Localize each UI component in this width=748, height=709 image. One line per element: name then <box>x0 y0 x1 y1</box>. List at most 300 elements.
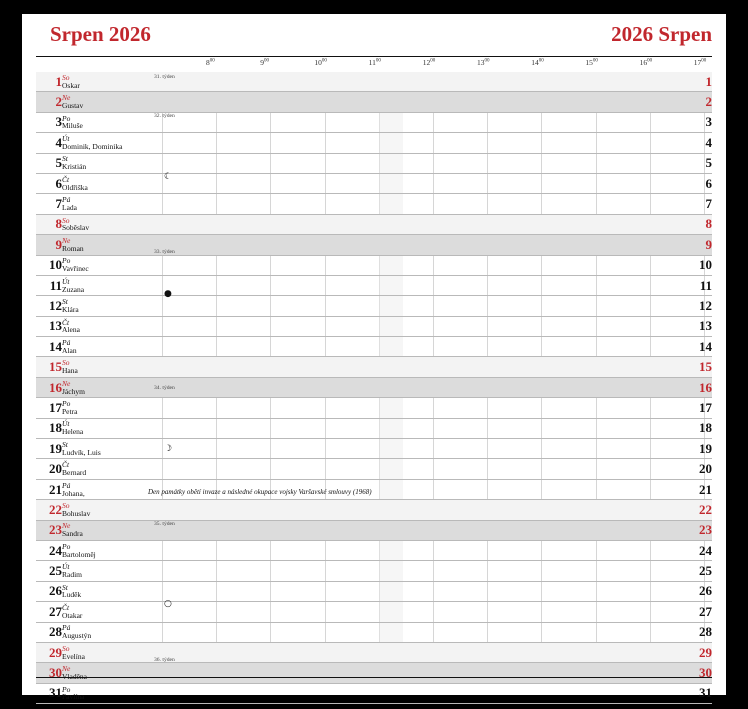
hour-label-minutes: 00 <box>592 58 598 64</box>
day-number: 6 <box>55 175 62 191</box>
day-number-right-cell <box>678 561 712 581</box>
appointment-area[interactable] <box>148 500 678 520</box>
day-number: 4 <box>55 134 62 150</box>
appointment-area[interactable] <box>148 459 678 479</box>
day-name-cell <box>62 92 148 112</box>
day-number: 15 <box>49 359 62 375</box>
day-number-cell <box>36 663 62 683</box>
weekday-abbrev: Ne <box>62 378 71 388</box>
day-number-cell <box>36 72 62 92</box>
day-number-right: 8 <box>705 216 712 232</box>
day-name-cell <box>62 398 148 418</box>
day-number-right-cell <box>678 459 712 479</box>
day-name-cell <box>62 622 148 642</box>
day-name-cell <box>62 275 148 295</box>
day-name-cell <box>62 316 148 336</box>
hour-label-minutes: 00 <box>647 58 653 64</box>
weekday-abbrev: Ne <box>62 93 71 103</box>
day-number-right-cell <box>678 337 712 357</box>
name-day: Alena <box>62 325 80 335</box>
table-row[interactable] <box>36 153 712 173</box>
table-row[interactable] <box>36 72 712 92</box>
day-name-cell <box>62 296 148 316</box>
day-number-right-cell <box>678 581 712 601</box>
weekday-abbrev: Po <box>62 684 71 694</box>
day-number-right: 15 <box>699 359 712 375</box>
weekday-abbrev: Ne <box>62 521 71 531</box>
day-number: 29 <box>49 644 62 660</box>
appointment-area[interactable] <box>148 357 678 377</box>
day-number-right-cell <box>678 683 712 703</box>
table-row[interactable] <box>36 173 712 193</box>
day-number-right-cell <box>678 316 712 336</box>
hour-label-minutes: 00 <box>375 58 381 64</box>
table-row[interactable] <box>36 235 712 255</box>
page-title-left: Srpen 2026 <box>50 22 151 46</box>
day-number-right: 16 <box>699 379 712 395</box>
table-row[interactable] <box>36 683 712 703</box>
day-number: 9 <box>55 236 62 252</box>
week-number-label: 31. týden <box>154 74 175 80</box>
name-day: Roman <box>62 243 84 253</box>
day-number-right-cell <box>678 398 712 418</box>
appointment-area[interactable] <box>148 439 678 459</box>
day-number-right: 6 <box>705 175 712 191</box>
appointment-area[interactable] <box>148 683 678 703</box>
day-number-right: 21 <box>699 481 712 497</box>
weekday-abbrev: Ne <box>62 664 71 674</box>
day-number-cell <box>36 173 62 193</box>
diary-page <box>22 14 726 702</box>
day-name-cell <box>62 153 148 173</box>
name-day: Lada <box>62 203 77 213</box>
appointment-area[interactable] <box>148 133 678 153</box>
weekday-abbrev: Pá <box>62 337 71 347</box>
moon-phase-icon: ● <box>164 288 172 299</box>
day-number: 28 <box>49 624 62 640</box>
name-day: Dominik, Dominika <box>62 141 123 151</box>
day-number-cell <box>36 377 62 397</box>
name-day: Hana <box>62 366 78 376</box>
hour-label-text: 12 <box>422 58 431 67</box>
weekday-abbrev: Po <box>62 113 71 123</box>
day-name-cell <box>62 439 148 459</box>
header-divider <box>36 56 712 57</box>
day-number: 27 <box>49 603 62 619</box>
day-number-right-cell <box>678 357 712 377</box>
appointment-area[interactable] <box>148 581 678 601</box>
hour-label-minutes: 00 <box>484 58 490 64</box>
day-number-cell <box>36 235 62 255</box>
weekday-abbrev: Pá <box>62 480 71 490</box>
page-header <box>22 14 726 58</box>
weekday-abbrev: So <box>62 215 70 225</box>
day-number-right: 30 <box>699 665 712 681</box>
hour-label-minutes: 00 <box>538 58 544 64</box>
name-day: Sandra <box>62 529 83 539</box>
day-number-right: 24 <box>699 542 712 558</box>
table-row[interactable] <box>36 92 712 112</box>
appointment-area[interactable] <box>148 92 678 112</box>
day-number-cell <box>36 439 62 459</box>
appointment-area[interactable] <box>148 316 678 336</box>
table-row[interactable] <box>36 642 712 662</box>
day-name-cell <box>62 133 148 153</box>
name-day: Vavřinec <box>62 264 89 274</box>
day-number-cell <box>36 255 62 275</box>
appointment-area[interactable] <box>148 520 678 540</box>
day-number-cell <box>36 622 62 642</box>
day-number: 12 <box>49 297 62 313</box>
day-number-cell <box>36 214 62 234</box>
appointment-area[interactable] <box>148 377 678 397</box>
day-number-right-cell <box>678 173 712 193</box>
day-number: 10 <box>49 257 62 273</box>
weekday-abbrev: St <box>62 297 68 307</box>
appointment-area[interactable] <box>148 663 678 683</box>
day-name-cell <box>62 377 148 397</box>
day-name-cell <box>62 500 148 520</box>
table-row[interactable] <box>36 459 712 479</box>
table-row[interactable] <box>36 255 712 275</box>
weekday-abbrev: St <box>62 439 68 449</box>
day-name-cell <box>62 337 148 357</box>
appointment-area[interactable] <box>148 296 678 316</box>
day-number-right-cell <box>678 602 712 622</box>
day-number: 14 <box>49 338 62 354</box>
appointment-area[interactable] <box>148 398 678 418</box>
hour-label-minutes: 00 <box>321 58 327 64</box>
table-row[interactable] <box>36 663 712 683</box>
table-row[interactable] <box>36 112 712 132</box>
table-row[interactable] <box>36 520 712 540</box>
weekday-abbrev: Út <box>62 419 70 429</box>
weekday-abbrev: Ne <box>62 235 71 245</box>
day-number: 22 <box>49 501 62 517</box>
day-number-cell <box>36 92 62 112</box>
day-number: 1 <box>55 73 62 89</box>
appointment-area[interactable] <box>148 153 678 173</box>
day-number-right: 31 <box>699 685 712 701</box>
hour-label-text: 14 <box>531 58 539 67</box>
day-number-right: 9 <box>705 236 712 252</box>
hour-label-10 <box>314 58 327 67</box>
table-row[interactable] <box>36 337 712 357</box>
day-number-cell <box>36 133 62 153</box>
name-day: Otakar <box>62 610 83 620</box>
page-title-right: 2026 Srpen <box>611 22 712 46</box>
day-number-right-cell <box>678 133 712 153</box>
weekday-abbrev: Po <box>62 256 71 266</box>
day-number: 13 <box>49 318 62 334</box>
name-day: Jáchym <box>62 386 85 396</box>
table-row[interactable] <box>36 500 712 520</box>
weekday-abbrev: Út <box>62 562 70 572</box>
day-number-right: 22 <box>699 501 712 517</box>
day-number-right: 19 <box>699 440 712 456</box>
weekday-abbrev: Pá <box>62 195 71 205</box>
appointment-area[interactable] <box>148 173 678 193</box>
day-number-right: 10 <box>699 257 712 273</box>
week-number-label: 35. týden <box>154 520 175 527</box>
day-number-right-cell <box>678 377 712 397</box>
hour-label-11 <box>369 58 381 67</box>
name-day: Oskar <box>62 80 80 90</box>
day-number-cell <box>36 153 62 173</box>
name-day: Bernard <box>62 468 87 478</box>
name-day: Gustav <box>62 101 84 111</box>
day-number-cell <box>36 418 62 438</box>
hour-label-9 <box>260 58 269 67</box>
table-row[interactable] <box>36 398 712 418</box>
day-number-right-cell <box>678 418 712 438</box>
weekday-abbrev: Po <box>62 541 71 551</box>
name-day: Johana, <box>62 488 85 498</box>
day-name-cell <box>62 173 148 193</box>
day-number-cell <box>36 561 62 581</box>
day-name-cell <box>62 520 148 540</box>
day-number-right-cell <box>678 663 712 683</box>
weekday-abbrev: Út <box>62 133 70 143</box>
table-row[interactable] <box>36 377 712 397</box>
appointment-area[interactable] <box>148 275 678 295</box>
day-number-cell <box>36 540 62 560</box>
hour-label-minutes: 00 <box>430 58 436 64</box>
day-number-right-cell <box>678 112 712 132</box>
hour-label-text: 17 <box>693 58 702 67</box>
appointment-area[interactable] <box>148 72 678 92</box>
day-number-right-cell <box>678 153 712 173</box>
hour-label-text: 8 <box>206 58 210 67</box>
day-name-cell <box>62 642 148 662</box>
appointment-area[interactable] <box>148 337 678 357</box>
hour-label-minutes: 00 <box>701 58 707 64</box>
day-number-right-cell <box>678 214 712 234</box>
day-number-right: 12 <box>699 297 712 313</box>
name-day: Helena <box>62 427 84 437</box>
day-number: 11 <box>49 277 62 293</box>
appointment-area[interactable] <box>148 112 678 132</box>
day-number-right: 28 <box>699 624 712 640</box>
hour-label-text: 11 <box>368 58 376 67</box>
hour-label-12 <box>423 58 436 67</box>
moon-phase-icon: ○ <box>164 599 172 610</box>
weekday-abbrev: Út <box>62 276 70 286</box>
day-number-cell <box>36 683 62 703</box>
day-number-right: 5 <box>705 155 712 171</box>
hour-label-16 <box>640 58 653 67</box>
weekday-abbrev: Čt <box>62 174 70 184</box>
name-day: Petra <box>62 406 78 416</box>
day-number-right-cell <box>678 540 712 560</box>
day-name-cell <box>62 112 148 132</box>
name-day: Zuzana <box>62 284 85 294</box>
name-day: Ludvík, Luis <box>62 447 101 457</box>
day-number-right: 2 <box>705 94 712 110</box>
day-name-cell <box>62 194 148 214</box>
weekday-abbrev: St <box>62 154 68 164</box>
day-number-cell <box>36 194 62 214</box>
hour-label-13 <box>477 58 490 67</box>
name-day: Bohuslav <box>62 508 91 518</box>
day-name-cell <box>62 663 148 683</box>
day-number-cell <box>36 112 62 132</box>
day-number-cell <box>36 296 62 316</box>
day-number-right-cell <box>678 500 712 520</box>
hour-label-text: 15 <box>585 58 593 67</box>
weekday-abbrev: So <box>62 501 70 511</box>
week-number-label: 32. týden <box>154 112 175 119</box>
name-day: Miluše <box>62 121 83 131</box>
table-row[interactable] <box>36 561 712 581</box>
name-day: Radim <box>62 570 82 580</box>
day-number-cell <box>36 581 62 601</box>
appointment-area[interactable] <box>148 540 678 560</box>
day-number: 3 <box>55 114 62 130</box>
day-number-cell <box>36 337 62 357</box>
hour-label-8 <box>206 58 215 67</box>
weekday-abbrev: Čt <box>62 317 70 327</box>
name-day: Luděk <box>62 590 82 600</box>
appointment-area[interactable] <box>148 255 678 275</box>
day-number-right: 1 <box>705 73 712 89</box>
day-number-right-cell <box>678 520 712 540</box>
day-number-cell <box>36 316 62 336</box>
day-number-cell <box>36 479 62 499</box>
day-number-cell <box>36 500 62 520</box>
table-row[interactable] <box>36 439 712 459</box>
day-name-cell <box>62 561 148 581</box>
day-number-right-cell <box>678 296 712 316</box>
table-row[interactable] <box>36 357 712 377</box>
table-row[interactable] <box>36 418 712 438</box>
day-number-right-cell <box>678 255 712 275</box>
day-number-right-cell <box>678 235 712 255</box>
table-row[interactable] <box>36 622 712 642</box>
day-name-cell <box>62 72 148 92</box>
table-row[interactable] <box>36 275 712 295</box>
name-day: Oldřiška <box>62 182 88 192</box>
weekday-abbrev: Pá <box>62 623 71 633</box>
appointment-area[interactable] <box>148 214 678 234</box>
day-number: 25 <box>49 563 62 579</box>
appointment-area[interactable] <box>148 235 678 255</box>
day-number: 17 <box>49 399 62 415</box>
day-number-right-cell <box>678 72 712 92</box>
day-number-right: 14 <box>699 338 712 354</box>
weekday-abbrev: St <box>62 582 68 592</box>
table-row[interactable] <box>36 316 712 336</box>
appointment-area[interactable] <box>148 418 678 438</box>
day-number: 5 <box>55 155 62 171</box>
hour-label-17 <box>694 58 707 67</box>
day-number: 23 <box>49 522 62 538</box>
day-name-cell <box>62 479 148 499</box>
day-number-cell <box>36 357 62 377</box>
day-number-cell <box>36 520 62 540</box>
week-number-label: 33. týden <box>154 248 175 255</box>
day-number: 2 <box>55 94 62 110</box>
appointment-area[interactable] <box>148 561 678 581</box>
day-number-right: 25 <box>699 563 712 579</box>
hour-label-text: 10 <box>314 58 322 67</box>
day-name-cell <box>62 581 148 601</box>
holiday-note: Den památky obětí invaze a následné okupace vojsky Varšavské smlouvy (1968) <box>148 488 372 497</box>
table-row[interactable] <box>36 214 712 234</box>
appointment-area[interactable] <box>148 194 678 214</box>
table-row[interactable] <box>36 540 712 560</box>
day-number-right: 13 <box>699 318 712 334</box>
day-number-right: 23 <box>699 522 712 538</box>
name-day: Bartoloměj <box>62 549 96 559</box>
day-number-cell <box>36 275 62 295</box>
day-number: 31 <box>49 685 62 701</box>
day-number: 24 <box>49 542 62 558</box>
day-name-cell <box>62 235 148 255</box>
day-number-cell <box>36 459 62 479</box>
hour-label-text: 13 <box>477 58 485 67</box>
footer-divider <box>36 677 712 678</box>
hour-label-minutes: 00 <box>209 58 215 64</box>
day-number-right: 4 <box>705 134 712 150</box>
table-row[interactable] <box>36 602 712 622</box>
hour-label-15 <box>585 58 598 67</box>
appointment-area[interactable] <box>148 602 678 622</box>
day-number: 26 <box>49 583 62 599</box>
day-name-cell <box>62 357 148 377</box>
day-number-right-cell <box>678 622 712 642</box>
day-number-right-cell <box>678 92 712 112</box>
table-row[interactable] <box>36 296 712 316</box>
day-number-right-cell <box>678 479 712 499</box>
table-row[interactable] <box>36 133 712 153</box>
table-row[interactable] <box>36 194 712 214</box>
name-day: Klára <box>62 304 79 314</box>
appointment-area[interactable] <box>148 622 678 642</box>
day-name-cell <box>62 418 148 438</box>
appointment-area[interactable] <box>148 479 678 499</box>
day-number: 21 <box>49 481 62 497</box>
moon-phase-icon: ☽ <box>164 443 173 454</box>
hour-label-14 <box>531 58 544 67</box>
day-number: 30 <box>49 665 62 681</box>
table-row[interactable] <box>36 581 712 601</box>
name-day: Augustýn <box>62 631 92 641</box>
moon-phase-icon: ☾ <box>164 172 173 183</box>
day-name-cell <box>62 540 148 560</box>
day-number-cell <box>36 602 62 622</box>
day-number-right: 27 <box>699 603 712 619</box>
name-day: Vladěna <box>62 672 87 682</box>
name-day: Evelína <box>62 651 85 661</box>
table-row[interactable] <box>36 479 712 499</box>
day-number-right: 29 <box>699 644 712 660</box>
day-grid <box>36 72 712 702</box>
day-number: 8 <box>55 216 62 232</box>
day-number: 16 <box>49 379 62 395</box>
name-day: Soběslav <box>62 223 90 233</box>
day-number: 7 <box>55 196 62 212</box>
day-name-cell <box>62 683 148 703</box>
appointment-area[interactable] <box>148 642 678 662</box>
day-name-cell <box>62 459 148 479</box>
week-number-label: 36. týden <box>154 656 175 663</box>
day-name-cell <box>62 602 148 622</box>
day-number: 19 <box>49 440 62 456</box>
day-number: 18 <box>49 420 62 436</box>
day-number: 20 <box>49 461 62 477</box>
day-number-right: 18 <box>699 420 712 436</box>
